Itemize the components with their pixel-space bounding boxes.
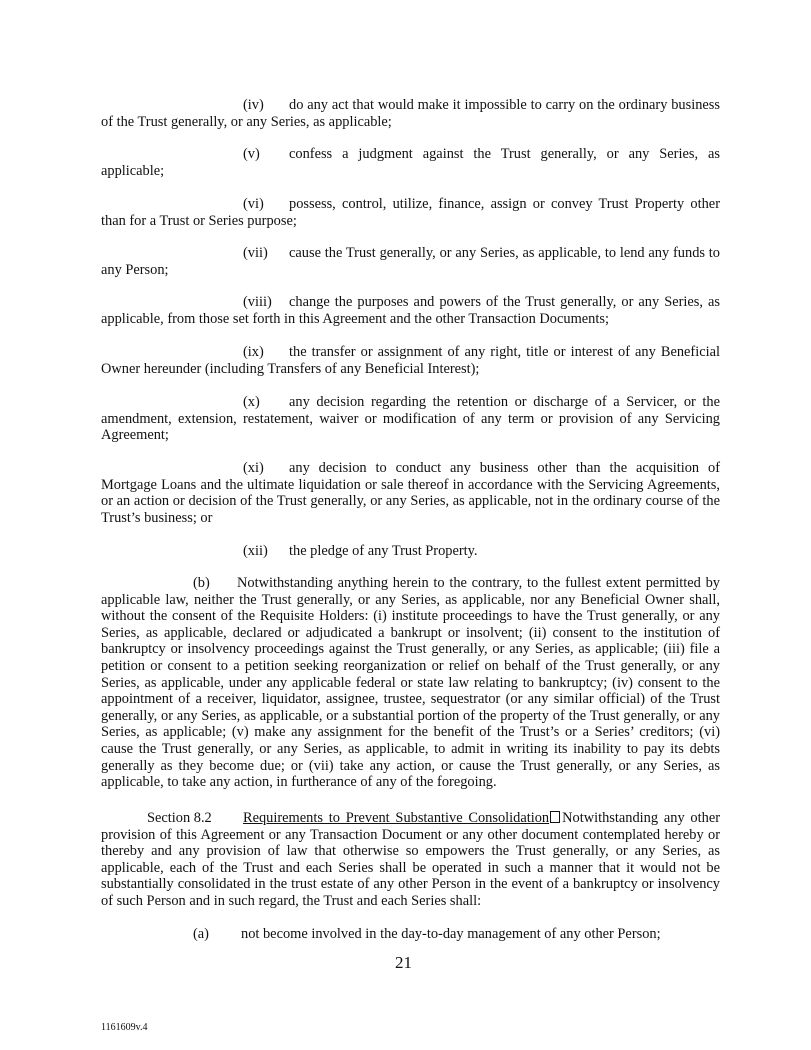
item-text: change the purposes and powers of the Trust generally, or any Series, as applicable, from those set forth in this Agreement and the other Transaction Documents; — [101, 294, 720, 327]
section-heading: Requirements to Prevent Substantive Consolidation — [243, 810, 550, 826]
list-item-viii — [101, 294, 720, 327]
section-8-2 — [101, 810, 720, 910]
placeholder-box-icon — [550, 811, 560, 823]
sub-item-text: not become involved in the day-to-day management of any other Person; — [241, 926, 661, 942]
sub-item-a — [193, 926, 723, 943]
item-number: (xi) — [243, 460, 264, 476]
document-id: 1161609v.4 — [101, 1022, 148, 1033]
list-item-vii — [101, 245, 720, 278]
section-text: Notwithstanding any other provision of this Agreement or any Transaction Document or any other document contemplated hereby or thereby and any provision of law that otherwise so empowers the Trust generally, or any Series, as applicable, each of the Trust and each Series shall be operated in such a manner that it would not be substantially consolidated in the trust estate of any other Person in the event of a bankruptcy or insolvency of such Person and in such regard, the Trust and each Series shall: — [101, 810, 720, 909]
item-text: confess a judgment against the Trust generally, or any Series, as applicable; — [101, 146, 720, 179]
sub-item-number: (a) — [193, 926, 209, 942]
list-item-v — [101, 146, 720, 179]
list-item-xi — [101, 460, 720, 526]
list-item-vi — [101, 196, 720, 229]
item-number: (viii) — [243, 294, 272, 310]
item-text: any decision regarding the retention or discharge of a Servicer, or the amendment, extension, restatement, waiver or modification of any term or provision of any Servicing Agreement; — [101, 394, 720, 444]
section-number: Section 8.2 — [147, 810, 212, 826]
item-text: any decision to conduct any business other than the acquisition of Mortgage Loans and the ultimate liquidation or sale thereof in accordance with the Servicing Agreements, or an action or decision of the Trust generally, or any Series, as applicable, not in the ordinary course of the Trust’s business; or — [101, 460, 720, 526]
item-number: (xii) — [243, 543, 268, 559]
list-item-x — [101, 394, 720, 444]
item-number: (v) — [243, 146, 260, 162]
list-item-ix — [101, 344, 720, 377]
item-number: (vi) — [243, 196, 264, 212]
item-text: cause the Trust generally, or any Series, as applicable, to lend any funds to any Person; — [101, 245, 720, 278]
item-text: the pledge of any Trust Property. — [289, 543, 478, 559]
list-item-xii — [101, 543, 720, 560]
item-text: do any act that would make it impossible to carry on the ordinary business of the Trust generally, or any Series, as applicable; — [101, 97, 720, 130]
item-text: the transfer or assignment of any right, title or interest of any Beneficial Owner hereunder (including Transfers of any Beneficial Interest); — [101, 344, 720, 377]
list-item-iv — [101, 97, 720, 130]
item-number: (vii) — [243, 245, 268, 261]
item-text: possess, control, utilize, finance, assign or convey Trust Property other than for a Trust or Series purpose; — [101, 196, 720, 229]
item-number: (x) — [243, 394, 260, 410]
item-number: (iv) — [243, 97, 264, 113]
page-number: 21 — [395, 953, 412, 972]
paragraph-text: Notwithstanding anything herein to the contrary, to the fullest extent permitted by applicable law, neither the Trust generally, or any Series, as applicable, nor any Beneficial Owner shall, without the consent of the Requisite Holders: (i) institute proceedings to have the Trust generally, or any Series, as applicable, declared or adjudicated a bankrupt or insolvent; (ii) consent to the institution of bankruptcy or insolvency proceedings against the Trust generally, or any Series, as applicable; (iii) file a petition or consent to a petition seeking reorganization or relief on behalf of the Trust generally, or any Series, as applicable, under any applicable federal or state law relating to bankruptcy; (iv) consent to the appointment of a receiver, liquidator, assignee, trustee, sequestrator (or any similar official) of the Trust generally, or any Series, as applicable, or a substantial portion of the property of the Trust generally, or any Series, as applicable; (v) make any assignment for the benefit of the Trust’s or a Series’ creditors; (vi) cause the Trust generally, or any Series, as applicable, to admit in writing its inability to pay its debts generally as they become due; or (vii) take any action, or cause the Trust generally, or any Series, as applicable, to take any action, in furtherance of any of the foregoing. — [101, 575, 720, 791]
paragraph-b — [101, 575, 720, 791]
item-number: (ix) — [243, 344, 264, 360]
paragraph-number: (b) — [193, 575, 210, 591]
